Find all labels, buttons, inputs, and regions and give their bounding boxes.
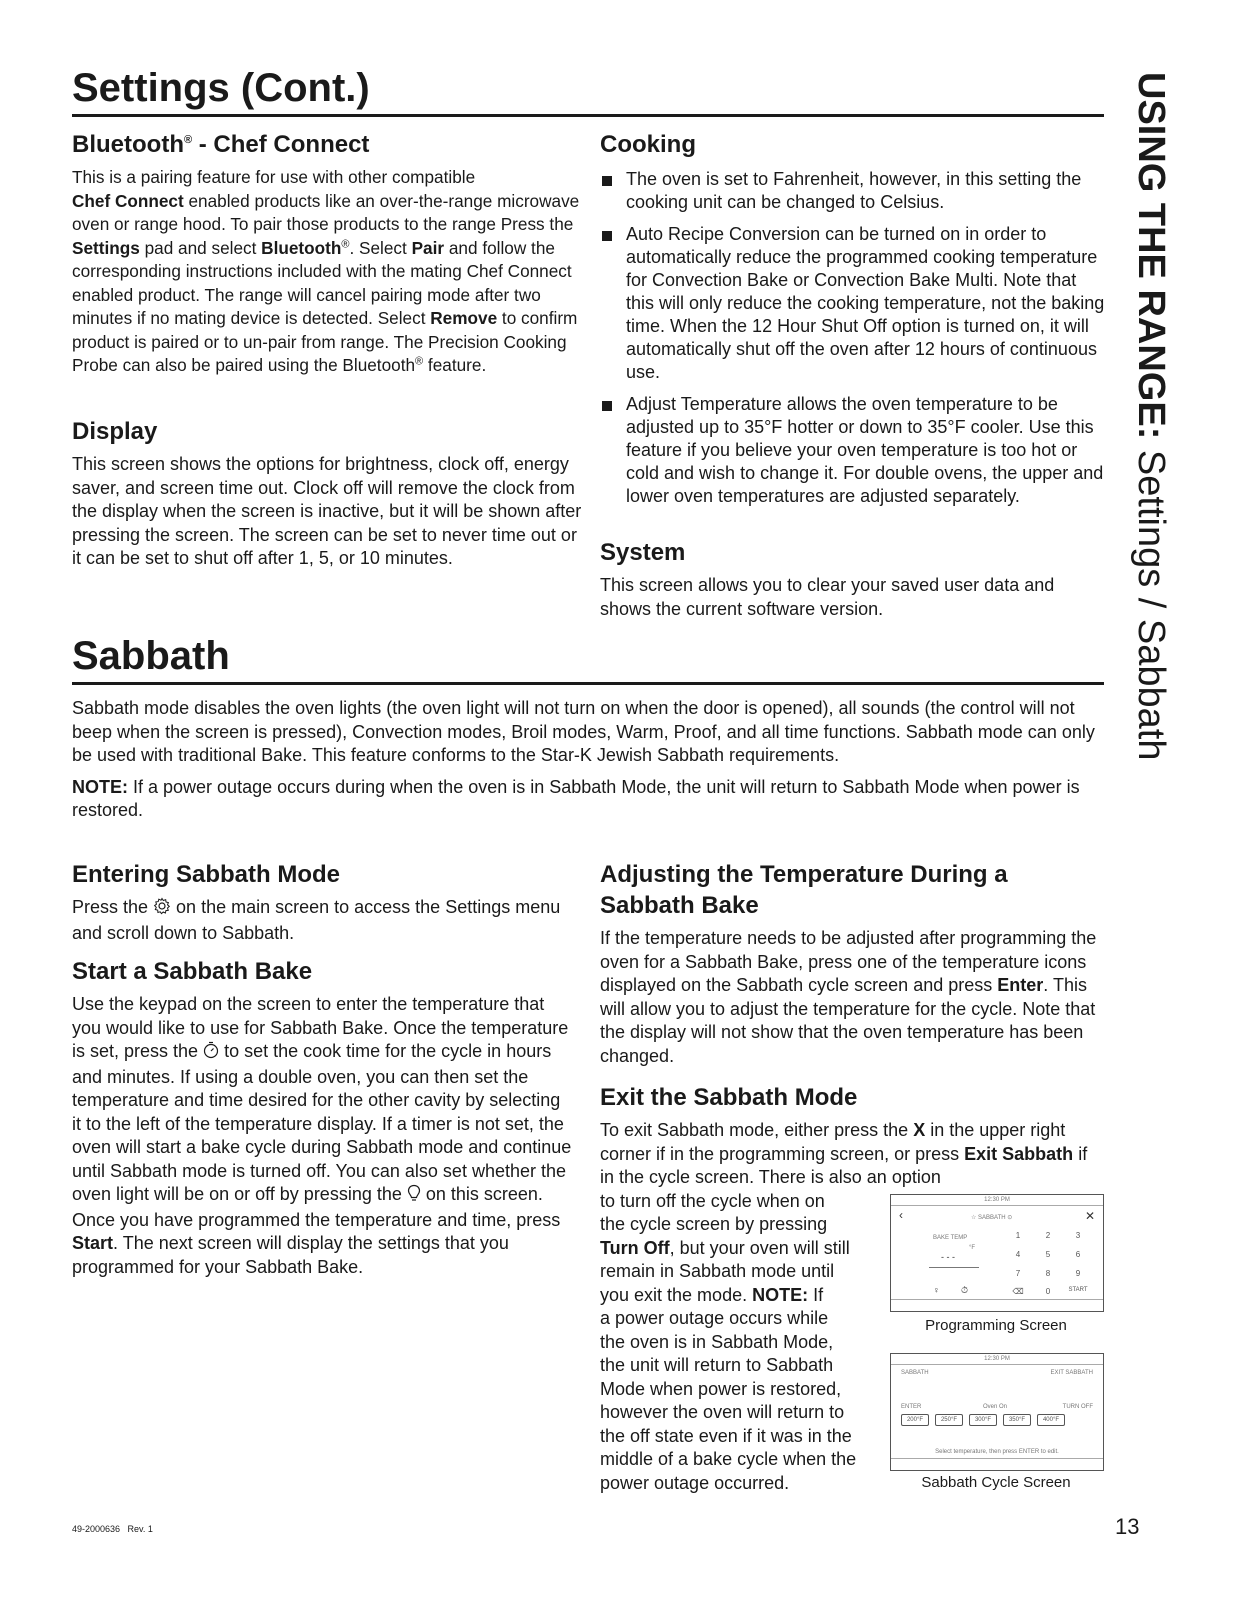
page-title: Settings (Cont.): [72, 66, 370, 110]
oven-on-label: Oven On: [983, 1404, 1008, 1410]
back-icon: ‹: [899, 1208, 903, 1222]
sidebar-label: USING THE RANGE: Settings / Sabbath: [1130, 72, 1172, 761]
entering-body: Press the on the main screen to access the Settings menu and scroll down to Sabbath.: [72, 897, 561, 943]
title-rule: [72, 114, 1104, 117]
display-body: This screen shows the options for brightness, clock off, energy saver, and screen time out. Clock off will remove the clock from the display when the screen is inactive, but it will be shown after pressing the screen. The screen can be set to never time out or it can be set to shut off after 1, 5, or 10 minutes.: [72, 454, 582, 569]
display-heading: Display: [72, 418, 158, 445]
cooking-bullet: The oven is set to Fahrenheit, however, in this setting the cooking unit can be changed to Celsius.: [600, 168, 1105, 214]
adjusting-section: [600, 859, 1105, 1068]
programming-screen-caption: Programming Screen: [925, 1317, 1067, 1334]
timer-icon: ⏱: [961, 1285, 969, 1295]
temp-unit: °F: [969, 1245, 976, 1251]
temp-button: 300°F: [969, 1414, 997, 1426]
adjusting-heading: Adjusting the Temperature During a Sabbath Bake: [600, 861, 1008, 920]
temp-button: 200°F: [901, 1414, 929, 1426]
temp-buttons: [901, 1414, 1071, 1426]
keypad-row: ⌫ 0 START: [1012, 1287, 1088, 1296]
keypad-row: 4 5 6: [1015, 1250, 1081, 1259]
exit-heading: Exit the Sabbath Mode: [600, 1084, 858, 1111]
sabbath-rule: [72, 682, 1104, 685]
temp-button: 250°F: [935, 1414, 963, 1426]
page-number: 13: [1115, 1514, 1140, 1539]
adjusting-body: If the temperature needs to be adjusted after programming the oven for a Sabbath Bake, press one of the temperature icons displayed on the Sabbath cycle screen and press Enter. This will allow you to adjust the temperature for the cycle. Note that the display will not show that the oven temperature has been changed.: [600, 928, 1097, 1066]
gear-icon: [153, 897, 171, 922]
start-section: [72, 956, 572, 1279]
bluetooth-section: [72, 129, 582, 378]
cycle-hint: Select temperature, then press ENTER to edit.: [935, 1449, 1059, 1455]
bake-temp-label: BAKE TEMP: [933, 1235, 968, 1241]
cooking-section: [600, 129, 1105, 517]
turn-off-label: TURN OFF: [1062, 1404, 1093, 1410]
temp-value: - - -: [941, 1252, 955, 1262]
exit-body-narrow: to turn off the cycle when on the cycle screen by pressing Turn Off, but your oven will still remain in Sabbath mode until you exit the mode. NOTE: If a power outage occurs while the oven is in Sabbath Mode, the unit will return to Sabbath Mode when power is restored, however the oven will return to the off state even if it was in the middle of a bake cycle when the power outage occurred.: [600, 1190, 857, 1493]
sabbath-intro: Sabbath mode disables the oven lights (the oven light will not turn on when the door is opened), all sounds (the control will not beep when the screen is pressed), Convection modes, Broil modes, Warm, Proof, and all time functions. Sabbath mode can only be used with traditional Bake. This feature conforms to the Star-K Jewish Sabbath requirements.: [72, 698, 1095, 765]
timer-icon: [203, 1041, 219, 1066]
cooking-bullets: [600, 168, 1105, 508]
programming-screen-illustration: [890, 1194, 1104, 1312]
exit-body: To exit Sabbath mode, either press the X in the upper right corner if in the programming screen, or press Exit Sabbath if in the cycle screen. There is also an option: [600, 1120, 1088, 1188]
entering-heading: Entering Sabbath Mode: [72, 861, 341, 888]
screen-header: ☆ SABBATH ⊙: [971, 1215, 1013, 1221]
cycle-screen-illustration: [890, 1353, 1104, 1471]
sabbath-note: NOTE: If a power outage occurs during when the oven is in Sabbath Mode, the unit will return to Sabbath Mode when power is restored.: [72, 776, 1080, 820]
entering-section: [72, 859, 572, 945]
temp-button: 400°F: [1037, 1414, 1065, 1426]
cycle-screen-caption: Sabbath Cycle Screen: [921, 1474, 1071, 1491]
start-body: Use the keypad on the screen to enter the temperature that you would like to use for Sabbath Bake. Once the temperature is set, press the to set the cook time for the cycle in hours and minutes. If using a double oven, you can then set the temperature and time desired for the other cavity by selecting it to the left of the temperature display. If a timer is not set, the oven will start a bake cycle during Sabbath mode and continue until Sabbath mode is turned off. You can also set whether the oven light will be on or off by pressing the on this screen. Once you have programmed the temperature and time, press Start. The next screen will display the settings that you programmed for your Sabbath Bake.: [72, 994, 572, 1277]
cooking-heading: Cooking: [600, 131, 696, 158]
keypad-row: 1 2 3: [1015, 1231, 1081, 1240]
system-section: [600, 537, 1105, 621]
cycle-left-label: SABBATH: [901, 1370, 929, 1376]
screen-clock: 12:30 PM: [984, 1197, 1010, 1203]
bluetooth-heading: Bluetooth® - Chef Connect: [72, 131, 370, 158]
exit-sabbath-label: EXIT SABBATH: [1050, 1370, 1093, 1376]
cooking-bullet: Auto Recipe Conversion can be turned on in order to automatically reduce the programmed cooking temperature for Convection Bake or Convection Bake Multi. Note that this will only reduce the cooking temperature, not the baking time. When the 12 Hour Shut Off option is turned on, it will automatically shut off the oven after 12 hours of continuous use.: [600, 223, 1105, 384]
light-bulb-icon: [407, 1184, 421, 1209]
start-heading: Start a Sabbath Bake: [72, 958, 313, 985]
close-icon: ✕: [1085, 1209, 1096, 1223]
temp-button: 350°F: [1003, 1414, 1031, 1426]
sabbath-intro-block: [72, 697, 1107, 823]
system-body: This screen allows you to clear your saved user data and shows the current software version.: [600, 575, 1055, 619]
system-heading: System: [600, 539, 686, 566]
keypad-row: 7 8 9: [1015, 1269, 1081, 1278]
sabbath-title: Sabbath: [72, 634, 230, 678]
bluetooth-body: This is a pairing feature for use with other compatible Chef Connect enabled products like an over-the-range microwave oven or range hood. To pair those products to the range Press the Settings pad and select Bluetooth®. Select Pair and follow the corresponding instructions included with the mating Chef Connect enabled product. The range will cancel pairing mode after two minutes if no mating device is detected. Select Remove to confirm product is paired or to un-pair from range. The Precision Cooking Probe can also be paired using the Bluetooth® feature.: [72, 167, 580, 376]
display-section: [72, 416, 582, 571]
doc-number: 49-2000636 Rev. 1: [72, 1524, 153, 1534]
enter-label: ENTER: [901, 1404, 922, 1410]
screen-clock: 12:30 PM: [984, 1356, 1010, 1362]
cooking-bullet: Adjust Temperature allows the oven temperature to be adjusted up to 35°F hotter or down to 35°F cooler. Use this feature if you believe your oven temperature is too hot or cold and wish to change it. For double ovens, the upper and lower oven temperatures are adjusted separately.: [600, 393, 1105, 508]
light-bulb-icon: ♀: [933, 1285, 940, 1295]
